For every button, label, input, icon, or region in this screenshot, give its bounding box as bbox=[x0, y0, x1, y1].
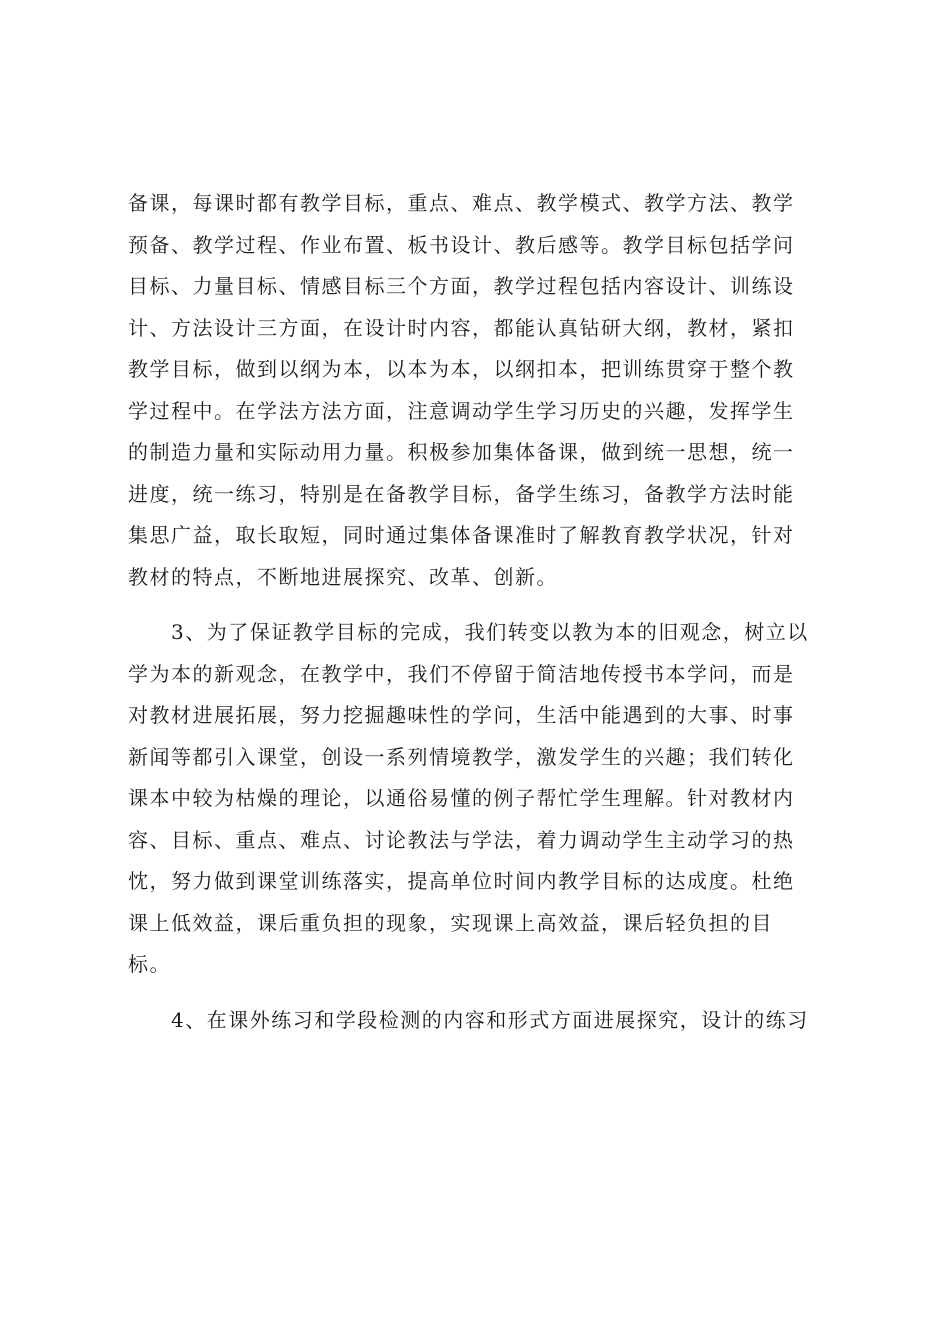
text-line: 课上低效益，课后重负担的现象，实现课上高效益，课后轻负担的目 bbox=[128, 910, 773, 935]
body-text bbox=[128, 183, 834, 1041]
text-line: 对教材进展拓展，努力挖掘趣味性的学问，生活中能遇到的大事、时事 bbox=[128, 703, 795, 727]
paragraph-1 bbox=[128, 183, 834, 598]
text-line: 学过程中。在学法方法方面，注意调动学生学习历史的兴趣，发挥学生 bbox=[128, 398, 795, 423]
text-line: 进度，统一练习，特别是在备教学目标，备学生练习，备教学方法时能 bbox=[128, 481, 795, 506]
text-line: 忱，努力做到课堂训练落实，提高单位时间内教学目标的达成度。杜绝 bbox=[128, 869, 795, 893]
text-line: 容、目标、重点、难点、讨论教法与学法，着力调动学生主动学习的热 bbox=[128, 827, 795, 852]
text-line: 标。 bbox=[128, 952, 171, 976]
text-line: 课本中较为枯燥的理论，以通俗易懂的例子帮忙学生理解。针对教材内 bbox=[128, 786, 795, 810]
text-line: 的制造力量和实际动用力量。积极参加集体备课，做到统一思想，统一 bbox=[128, 440, 795, 464]
text-line: 集思广益，取长取短，同时通过集体备课准时了解教育教学状况，针对 bbox=[128, 523, 795, 547]
text-line: 教材的特点，不断地进展探究、改革、创新。 bbox=[128, 564, 558, 589]
text-line: 学为本的新观念，在教学中，我们不停留于简洁地传授书本学问，而是 bbox=[128, 661, 795, 686]
text-line: 3、为了保证教学目标的完成，我们转变以教为本的旧观念，树立以 bbox=[128, 620, 809, 644]
paragraph-3 bbox=[128, 1000, 834, 1042]
paragraph-2 bbox=[128, 612, 834, 986]
text-line: 预备、教学过程、作业布置、板书设计、教后感等。教学目标包括学问 bbox=[128, 232, 795, 257]
text-line: 新闻等都引入课堂，创设一系列情境教学，激发学生的兴趣；我们转化 bbox=[128, 744, 795, 769]
text-line: 计、方法设计三方面，在设计时内容，都能认真钻研大纲，教材，紧扣 bbox=[128, 315, 795, 340]
text-line: 4、在课外练习和学段检测的内容和形式方面进展探究，设计的练习 bbox=[128, 1007, 809, 1032]
text-line: 目标、力量目标、情感目标三个方面，教学过程包括内容设计、训练设 bbox=[128, 274, 795, 298]
text-line: 教学目标，做到以纲为本，以本为本，以纲扣本，把训练贯穿于整个教 bbox=[128, 357, 795, 381]
paragraph-spacer bbox=[128, 986, 834, 1000]
text-line: 备课，每课时都有教学目标，重点、难点、教学模式、教学方法、教学 bbox=[128, 191, 795, 215]
paragraph-spacer bbox=[128, 598, 834, 612]
